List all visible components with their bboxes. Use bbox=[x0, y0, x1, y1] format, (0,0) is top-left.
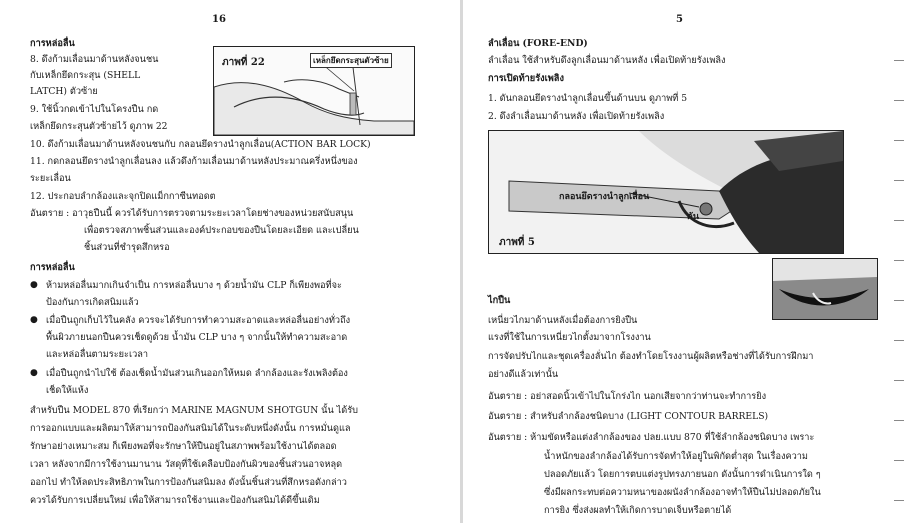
edge-mark bbox=[894, 100, 904, 101]
warning-inspection: อันตราย : อาวุธปืนนี้ ควรได้รับการตรวจตามระยะเวลาโดยช่างของหน่วยสนับสนุน bbox=[30, 208, 354, 219]
warning-no-polish-cont4: การยิง ซึ่งส่งผลทำให้เกิดการบาดเจ็บหรือตายได้ bbox=[544, 505, 732, 516]
bullet-3-text: เมื่อปืนถูกนำไปใช้ ต้องเช็ดน้ำมันส่วนเกินออกให้หมด ลำกล้องและรังเพลิงต้อง bbox=[46, 368, 348, 379]
heading-fore-end: ลำเลื่อน (FORE-END) bbox=[488, 38, 588, 49]
bullet-3-cont: เช็ดให้แห้ง bbox=[46, 385, 89, 396]
heading-trigger: ไกปืน bbox=[488, 295, 511, 306]
open-step-2: 2. ดึงลำเลื่อนมาด้านหลัง เพื่อเปิดท้ายรังเพลิง bbox=[488, 111, 665, 122]
edge-mark bbox=[894, 420, 904, 421]
bullet-1-cont: ป้องกันการเกิดสนิมแล้ว bbox=[46, 297, 139, 308]
bullet-2-cont2: และหล่อลื่นตามระยะเวลา bbox=[46, 349, 149, 360]
step-10: 10. ดึงก้ามเลื่อนมาด้านหลังจนชนกับ กลอนยึดรางนำลูกเลื่อน(ACTION BAR LOCK) bbox=[30, 139, 371, 150]
figure-5-illustration bbox=[489, 131, 843, 253]
edge-mark bbox=[894, 60, 904, 61]
page-number-left: 16 bbox=[212, 14, 226, 25]
step-8-cont2: LATCH) ตัวซ้าย bbox=[30, 86, 98, 97]
fore-end-desc: ลำเลื่อน ใช้สำหรับดึงลูกเลื่อนมาด้านหลัง เพื่อเปิดท้ายรังเพลิง bbox=[488, 55, 726, 66]
warning-no-polish: อันตราย : ห้ามขัดหรือแต่งลำกล้องของ ปลย.แบบ 870 ที่ใช้ลำกล้องชนิดบาง เพราะ bbox=[488, 432, 815, 443]
step-8-cont: กับเหล็กยึดกระสุน (SHELL bbox=[30, 70, 141, 81]
open-step-1: 1. ดันกลอนยึดรางนำลูกเลื่อนขึ้นด้านบน ดูภาพที่ 5 bbox=[488, 93, 688, 104]
marine-para-5: ออกไป ทำให้ลดประสิทธิภาพในการป้องกันสนิมลง ดังนั้นชิ้นส่วนที่สึกหรอดังกล่าว bbox=[30, 477, 347, 488]
edge-mark bbox=[894, 260, 904, 261]
right-page bbox=[462, 0, 910, 523]
bullet-2: ● bbox=[30, 315, 38, 325]
figure-22-label: ภาพที่ 22 bbox=[222, 57, 265, 68]
heading-open-breech: การเปิดท้ายรังเพลิง bbox=[488, 73, 564, 84]
figure-5 bbox=[488, 130, 844, 254]
figure-5-label: ภาพที่ 5 bbox=[499, 237, 535, 248]
figure-5-callout-push: ดัน bbox=[687, 212, 699, 222]
bullet-3: ● bbox=[30, 368, 38, 378]
edge-mark bbox=[894, 340, 904, 341]
step-8: 8. ดึงก้ามเลื่อนมาด้านหลังจนชน bbox=[30, 54, 159, 65]
warning-light-barrels: อันตราย : สำหรับลำกล้องชนิดบาง (LIGHT CONTOUR BARRELS) bbox=[488, 411, 769, 422]
bullet-2-text: เมื่อปืนถูกเก็บไว้ในคลัง ควรจะได้รับการทำความสะอาดและหล่อลื่นอย่างทั่วถึง bbox=[46, 315, 351, 326]
bullet-1: ● bbox=[30, 280, 38, 290]
marine-para-3: รักษาอย่างเหมาะสม ก็เพียงพอที่จะรักษาให้ปืนอยู่ในสภาพพร้อมใช้งานได้ตลอด bbox=[30, 441, 337, 452]
step-9-cont: เหล็กยึดกระสุนตัวซ้ายไว้ ดูภาพ 22 bbox=[30, 121, 168, 132]
edge-mark bbox=[894, 180, 904, 181]
warning-no-polish-cont: น้ำหนักของลำกล้องได้รับการจัดทำให้อยู่ในพิกัดต่ำสุด ในเรื่องความ bbox=[544, 451, 808, 462]
figure-22-callout: เหล็กยึดกระสุนตัวซ้าย bbox=[310, 53, 392, 68]
step-9: 9. ใช้นิ้วกดเข้าไปในโครงปืน กด bbox=[30, 104, 159, 115]
heading-lubrication: การหล่อลื่น bbox=[30, 38, 75, 49]
trigger-illustration bbox=[773, 259, 877, 319]
edge-mark bbox=[894, 220, 904, 221]
figure-5-callout-lock: กลอนยึดรางนำลูกเลื่อน bbox=[559, 192, 650, 202]
warning-inspection-cont: เพื่อตรวจสภาพชิ้นส่วนและองค์ประกอบของปืนโดยละเอียด และเปลี่ยน bbox=[84, 225, 359, 236]
trigger-line-3: การจัดปรับไกและชุดเครื่องลั่นไก ต้องทำโดยโรงงานผู้ผลิตหรือช่างที่ได้รับการฝึกมา bbox=[488, 351, 814, 362]
figure-22 bbox=[213, 46, 415, 136]
edge-mark bbox=[894, 500, 904, 501]
step-11-cont: ระยะเลื่อน bbox=[30, 173, 71, 184]
figure-trigger bbox=[772, 258, 878, 320]
marine-para-4: เวลา หลังจากมีการใช้งานมานาน วัสดุที่ใช้เคลือบป้องกันผิวของชิ้นส่วนอาจหลุด bbox=[30, 459, 343, 470]
edge-mark bbox=[894, 460, 904, 461]
step-12: 12. ประกอบลำกล้องและจุกปิดแม็กกาซีนทอดต bbox=[30, 191, 216, 202]
trigger-line-2: แรงที่ใช้ในการเหนี่ยวไกตั้งมาจากโรงงาน bbox=[488, 332, 651, 343]
page-number-right: 5 bbox=[676, 14, 683, 25]
marine-para-1: สำหรับปืน MODEL 870 ที่เรียกว่า MARINE MAGNUM SHOTGUN นั้น ได้รับ bbox=[30, 405, 359, 416]
heading-lubrication-2: การหล่อลื่น bbox=[30, 262, 75, 273]
marine-para-6: ควรได้รับการเปลี่ยนใหม่ เพื่อให้สามารถใช้งานและป้องกันสนิมได้ดีขึ้นเดิม bbox=[30, 495, 320, 506]
bullet-2-cont: พื้นผิวภายนอกปืนควรเช็ดดูด้วย น้ำมัน CLP บาง ๆ จากนั้นให้ทำความสะอาด bbox=[46, 332, 348, 343]
marine-para-2: การออกแบบและผลิตมาให้สามารถป้องกันสนิมได้ในระดับหนึ่งดังนั้น การหมั่นดูแล bbox=[30, 423, 351, 434]
bullet-1-text: ห้ามหล่อลื่นมากเกินจำเป็น การหล่อลื่นบาง ๆ ด้วยน้ำมัน CLP ก็เพียงพอที่จะ bbox=[46, 280, 342, 291]
warning-inspection-cont2: ชิ้นส่วนที่ชำรุดสึกหรอ bbox=[84, 242, 170, 253]
trigger-line-1: เหนี่ยวไกมาด้านหลังเมื่อต้องการยิงปืน bbox=[488, 315, 638, 326]
edge-mark bbox=[894, 380, 904, 381]
warning-trigger-guard: อันตราย : อย่าสอดนิ้วเข้าไปในโกร่งไก นอกเสียจากว่าท่านจะทำการยิง bbox=[488, 391, 767, 402]
trigger-line-4: อย่างดีแล้วเท่านั้น bbox=[488, 369, 559, 380]
warning-no-polish-cont2: ปลอดภัยแล้ว โดยการตบแต่งรูปทรงภายนอก ดังนั้นการดำเนินการใด ๆ bbox=[544, 469, 821, 480]
warning-no-polish-cont3: ซึ่งมีผลกระทบต่อความหนาของผนังลำกล้องอาจทำให้ปืนไม่ปลอดภัยใน bbox=[544, 487, 821, 498]
edge-mark bbox=[894, 300, 904, 301]
edge-mark bbox=[894, 140, 904, 141]
step-11: 11. กดกลอนยึดรางนำลูกเลื่อนลง แล้วดึงก้ามเลื่อนมาด้านหลังประมาณครึ่งหนึ่งของ bbox=[30, 156, 358, 167]
